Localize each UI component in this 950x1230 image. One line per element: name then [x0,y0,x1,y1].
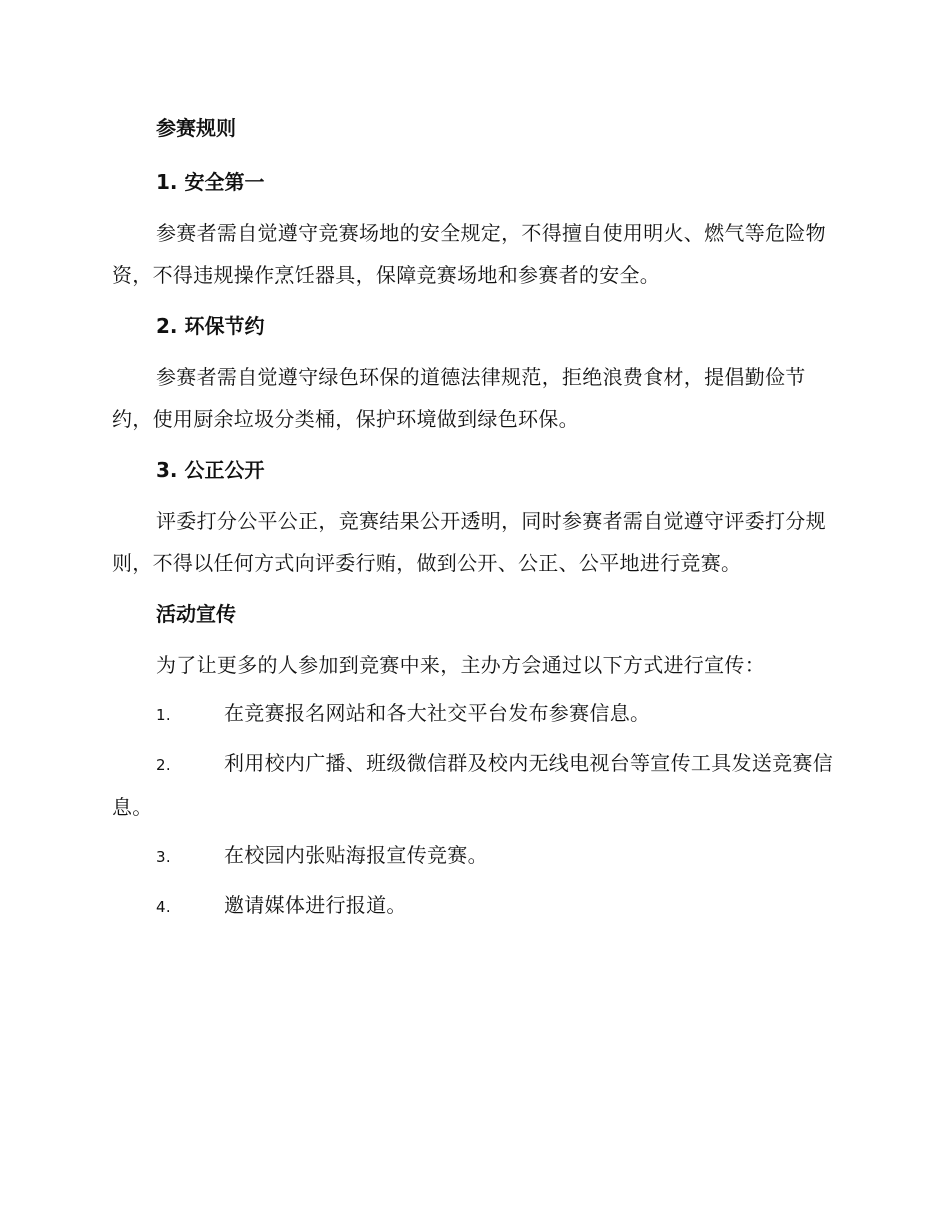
list-item [112,742,840,828]
list-item [112,884,840,928]
list-item-number: 4. [156,898,171,916]
rules-heading: 参赛规则 [156,116,236,140]
list-item [112,834,840,878]
list-item-text: 邀请媒体进行报道。 [224,893,407,917]
rule-2-body: 参赛者需自觉遵守绿色环保的道德法律规范，拒绝浪费食材，提倡勤俭节约，使用厨余垃圾分类桶，保护环境做到绿色环保。 [112,365,806,431]
rule-1-heading: 1. 安全第一 [156,170,265,194]
list-item-text: 利用校内广播、班级微信群及校内无线电视台等宣传工具发送竞赛信息。 [112,751,833,819]
promo-intro: 为了让更多的人参加到竞赛中来，主办方会通过以下方式进行宣传： [156,653,765,677]
rule-3-heading: 3. 公正公开 [156,458,265,482]
list-item-number: 2. [156,756,171,774]
list-item-number: 1. [156,706,171,724]
list-item-number: 3. [156,848,171,866]
rule-2-heading: 2. 环保节约 [156,314,265,338]
rule-3-body: 评委打分公平公正，竞赛结果公开透明，同时参赛者需自觉遵守评委打分规则，不得以任何方式向评委行贿，做到公开、公正、公平地进行竞赛。 [112,509,826,575]
list-item-text: 在校园内张贴海报宣传竞赛。 [224,843,488,867]
list-item [112,692,840,736]
document-page [112,108,840,938]
list-item-text: 在竞赛报名网站和各大社交平台发布参赛信息。 [224,701,651,725]
promo-heading: 活动宣传 [156,602,236,626]
rule-1-body: 参赛者需自觉遵守竞赛场地的安全规定，不得擅自使用明火、燃气等危险物资，不得违规操作烹饪器具，保障竞赛场地和参赛者的安全。 [112,221,826,287]
